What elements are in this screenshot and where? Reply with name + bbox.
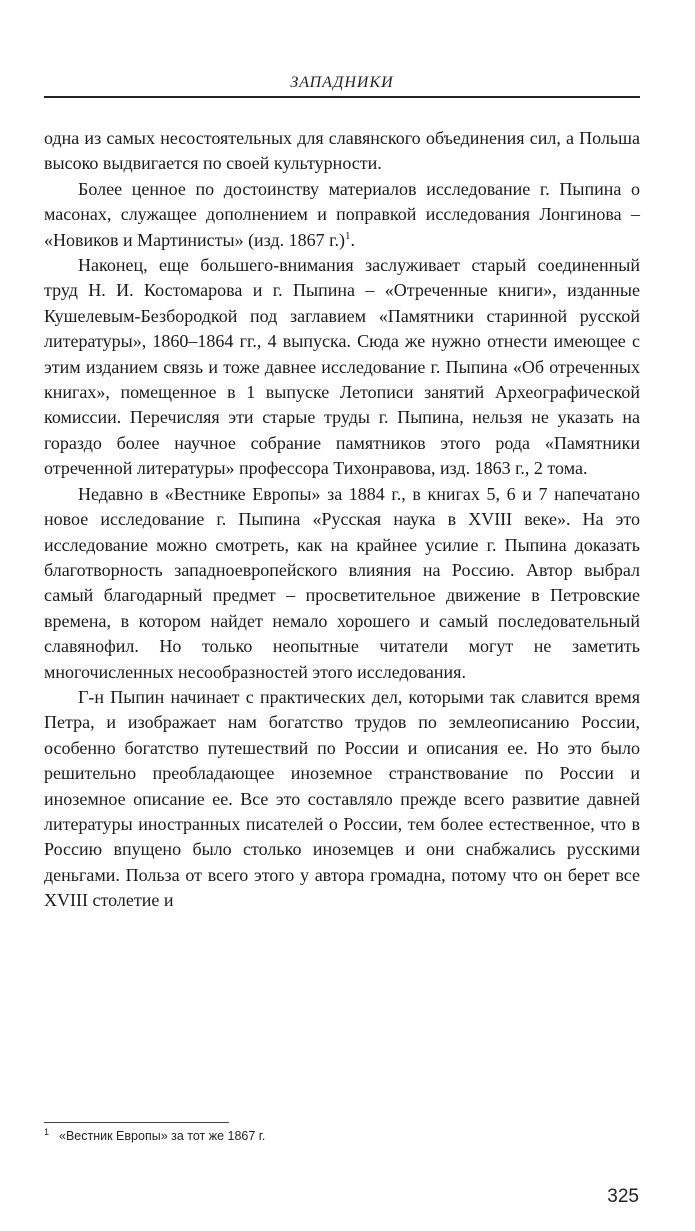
paragraph-5: Г-н Пыпин начинает с практических дел, которыми так славится время Петра, и изображает нам богатство трудов по землеописанию России, особенно богатство путешествий по России и описания ее. Но это было решительно преобладающее иноземное странствование по России и иноземное описание ее. Все это составляло прежде всего развитие давней литературы иностранных писателей о России, тем более естественное, что в Россию впущено было столько иноземцев и они снабжались русскими деньгами. Польза от всего этого у автора громадна, потому что он берет все XVIII столетие и bbox=[44, 686, 640, 911]
paragraph-1: одна из самых несостоятельных для славянского объединения сил, а Польша высоко выдвигается по своей культурности. bbox=[44, 128, 640, 174]
footnote-marker: 1 bbox=[44, 1127, 50, 1137]
running-header bbox=[44, 74, 640, 98]
paragraph-4: Недавно в «Вестнике Европы» за 1884 г., в книгах 5, 6 и 7 напечатано новое исследование г. Пыпина «Русская наука в XVIII веке». На это исследование можно смотреть, как на крайнее усилие г. Пыпина доказать благотворность западноевропейского влияния на Россию. Автор выбрал самый благодарный предмет – просветительное движение в Петровские времена, в котором найдет немало хорошего и самый последовательный славянофил. Но только неопытные читатели могут не заметить многочисленных несообразностей этого исследования. bbox=[44, 483, 640, 682]
footnote bbox=[44, 1127, 640, 1143]
page-number: 325 bbox=[607, 1186, 639, 1207]
footnote-rule bbox=[44, 1122, 229, 1123]
running-title: ЗАПАДНИКИ bbox=[290, 74, 394, 91]
body-text bbox=[44, 126, 640, 914]
footnote-text: «Вестник Европы» за тот же 1867 г. bbox=[59, 1129, 266, 1144]
paragraph-2: Более ценное по достоинству материалов исследование г. Пыпина о масонах, служащее дополнением и поправкой исследования Лонгинова – «Новиков и Мартинисты» (изд. 1867 г.)$^1$. bbox=[44, 178, 640, 250]
footnote-ref[interactable]: 1 bbox=[344, 229, 351, 242]
paragraph-3: Наконец, еще большего-внимания заслуживает старый соединенный труд Н. И. Костомарова и г. Пыпина – «Отреченные книги», изданные Кушелевым-Безбородкой под заглавием «Памятники старинной русской литературы», 1860–1864 гг., 4 выпуска. Сюда же нужно отнести имеющее с этим изданием связь и тоже давнее исследование г. Пыпина «Об отреченных книгах», помещенное в 1 выпуске Летописи занятий Археографической комиссии. Перечисляя эти старые труды г. Пыпина, нельзя не указать на гораздо более научное собрание памятников этого рода «Памятники отреченной литературы» профессора Тихонравова, изд. 1863 г., 2 тома. bbox=[44, 255, 640, 479]
